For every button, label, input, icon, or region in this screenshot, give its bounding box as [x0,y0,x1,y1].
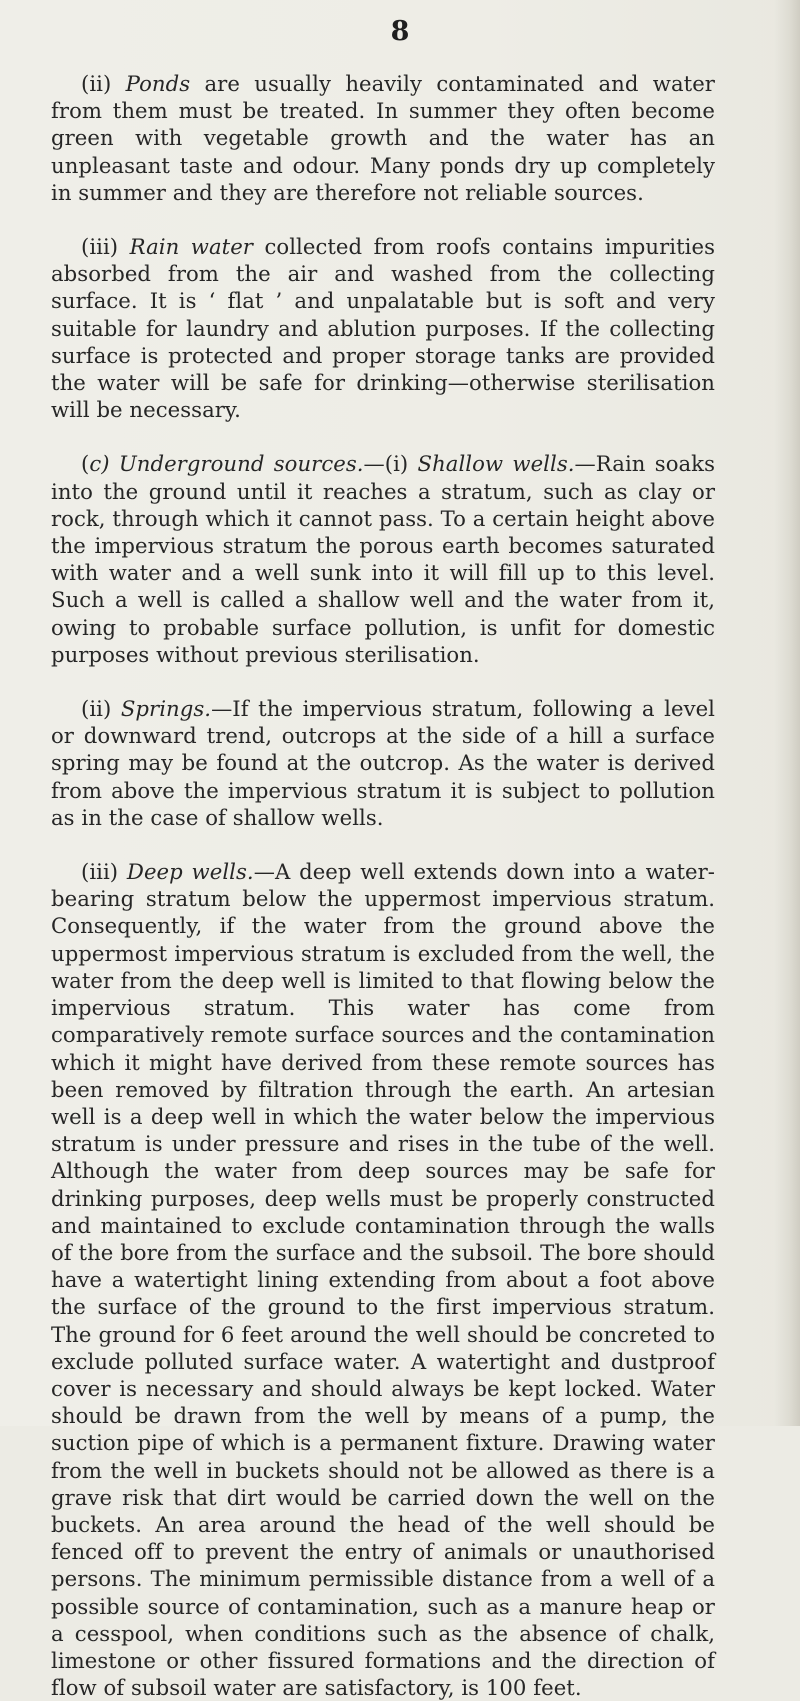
paragraph-text: collected from roofs contains impurities absorbed from the air and washed from the collecting surface. It is ‘ flat ’ and unpalatable but is soft and very suitable for laundry and ablution purposes. If the collecting surface is protected and proper storage tanks are provided the water will be safe for drinking—otherwise sterilisation will be necessary. [51,234,715,423]
term-underground-sources: c) Underground sources. [89,451,364,477]
paragraph-deep-wells [51,858,715,1701]
paragraph-rain-water [51,233,715,423]
paragraph-text-2: —Rain soaks into the ground until it reaches a stratum, such as clay or rock, through which it cannot pass. To a certain height above the impervious stratum the porous earth becomes saturated with water and a well sunk into it will fill up to this level. Such a well is called a shallow well and the water from it, owing to probable surface pollution, is unfit for domestic purposes without previous sterilisation. [51,451,715,667]
term-deep-wells: Deep wells. [126,859,254,885]
term-rain-water: Rain water [129,234,253,260]
paragraph-lead: (iii) [81,859,127,885]
term-ponds: Ponds [125,71,191,96]
paragraph-text: are usually heavily contaminated and water from them must be treated. In summer they often become green with vegetable growth and the water has an unpleasant taste and odour. Many ponds dry up completely in summer and they are therefore not reliable sources. [51,71,715,205]
paragraph-lead: (iii) [81,234,130,260]
body-text [51,70,715,1701]
paragraph-lead: ( [81,451,90,477]
paragraph-text: —(i) [363,451,418,477]
term-springs: Springs. [120,696,212,722]
paragraph-text: —A deep well extends down into a water-bearing stratum below the uppermost impervious stratum. Consequently, if the water from the ground above the uppermost impervious stratum is excluded from the well, the water from the deep well is limited to that flowing below the impervious stratum. This water has come from comparatively remote surface sources and the contamination which it might have derived from these remote sources has been removed by filtration through the earth. An artesian well is a deep well in which the water below the impervious stratum is under pressure and rises in the tube of the well. Although the water from deep sources may be safe for drinking purposes, deep wells must be properly constructed and maintained to exclude contamination through the walls of the bore from the surface and the subsoil. The bore should have a watertight lining extending from about a foot above the surface of the ground to the first impervious stratum. The ground for 6 feet around the well should be concreted to exclude polluted surface water. A watertight and dustproof cover is necessary and should always be kept locked. Water should be drawn from the well by means of a pump, the suction pipe of which is a permanent fixture. Drawing water from the well in buckets should not be allowed as there is a grave risk that dirt would be carried down the well on the buckets. An area around the head of the well should be fenced off to prevent the entry of animals or unauthorised persons. The minimum permissible distance from a well of a possible source of contamination, such as a manure heap or a cesspool, when conditions such as the absence of chalk, limestone or other fissured formations and the direction of flow of subsoil water are satisfactory, is 100 feet. [51,859,716,1701]
page-edge-shadow [774,0,800,1426]
term-shallow-wells: Shallow wells. [417,451,575,477]
paragraph-text: —If the impervious stratum, following a level or downward trend, outcrops at the side of a hill a surface spring may be found at the outcrop. As the water is derived from above the impervious stratum it is subject to pollution as in the case of shallow wells. [51,696,716,830]
paragraph-lead: (ii) [81,696,121,722]
paragraph-underground-sources [51,450,715,668]
page-number: 8 [390,16,410,47]
paragraph-ponds [51,70,715,206]
paragraph-lead: (ii) [81,71,126,96]
paragraph-springs [51,695,715,831]
